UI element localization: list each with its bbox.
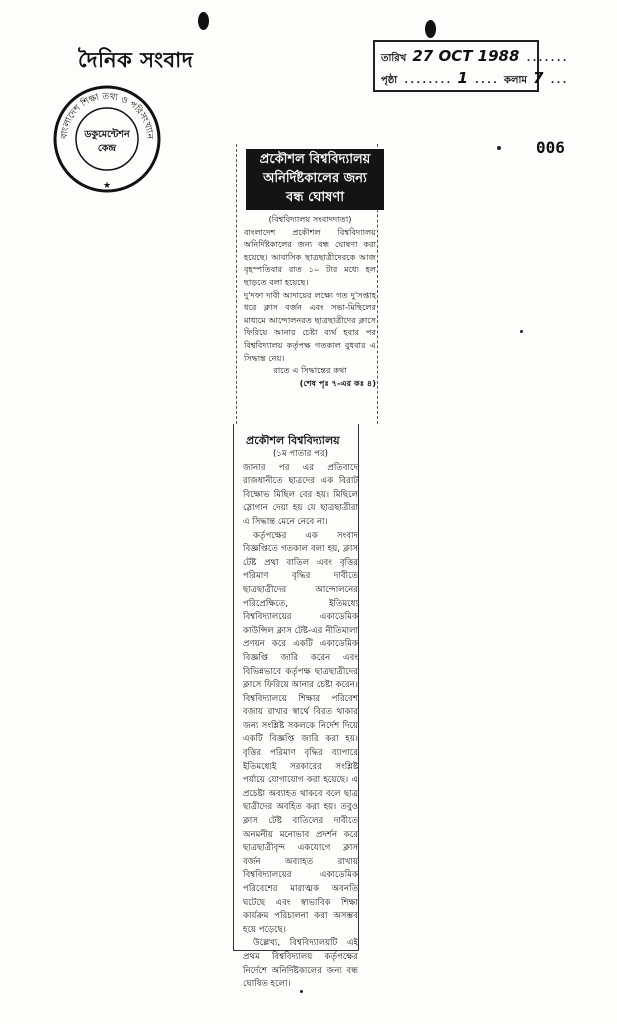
headline-line1: প্রকৌশল বিশ্ববিদ্যালয়	[259, 152, 371, 167]
newspaper-masthead: দৈনিক সংবাদ	[78, 48, 194, 72]
dots: ...	[549, 75, 568, 86]
page-label: পৃষ্ঠা	[381, 75, 398, 86]
date-row	[381, 47, 568, 68]
article-paragraph: দু'দফা দাবী আদায়ের লক্ষ্যে গত দু'সপ্তাহ ধরে ক্লাস বর্জন এবং সভা-মিছিলের মাধ্যমে আন্দোলনরত ছাত্রছাত্রীদের ক্লাসে ফিরিয়ে আনার চেষ্টা ব্যর্থ হবার পর বিশ্ববিদ্যালয় কর্তৃপক্ষ গতকাল বুধবার এ সিদ্ধান্ত নেয়।	[244, 289, 376, 363]
seal-center-line1: ডকুমেন্টেশন	[84, 129, 130, 140]
article-paragraph: রাতে এ সিদ্ধান্তের কথা	[273, 365, 347, 376]
column-label: কলাম	[504, 75, 527, 86]
article-column-front	[244, 213, 376, 389]
documentation-centre-seal	[52, 84, 162, 194]
article-paragraph: বাংলাদেশ প্রকৌশল বিশ্ববিদ্যালয় অনির্দিষ্টকালের জন্য বন্ধ ঘোষণা করা হয়েছে। আবাসিক ছাত্রছাত্রীদেরকে আজ বৃহস্পতিবার রাত ১০ টার মধ্যে হল ছাড়তে বলা হয়েছে।	[244, 226, 376, 287]
seal-ring-text: বাংলাদেশ শিক্ষা তথ্য ও পরিসংখ্যান	[59, 91, 155, 140]
headline-line2: অনির্দিষ্টকালের জন্য	[263, 171, 367, 186]
page-column-row	[381, 69, 568, 90]
page-value: 1	[457, 69, 468, 87]
page-number: 006	[536, 138, 565, 157]
column-value: 7	[532, 69, 544, 87]
star-icon: ★	[102, 181, 112, 191]
article-paragraph: জানার পর এর প্রতিবাদে রাজধানীতে ছাত্রদের এক বিরাট বিক্ষোভ মিছিল বের হয়। মিছিলে স্লোগান দেয়া হয় যে ছাত্রছাত্রীরা এ সিদ্ধান্ত মেনে নেবে না।	[243, 462, 358, 527]
jump-headline: প্রকৌশল বিশ্ববিদ্যালয়	[246, 434, 340, 447]
jump-from-note: (১ম পাতার পর)	[272, 449, 329, 459]
scan-speck	[520, 330, 523, 333]
article-source: (বিশ্ববিদ্যালয় সংবাদদাতা)	[268, 214, 352, 224]
seal-center-line2: কেন্দ্র	[97, 143, 117, 154]
date-value: 27 OCT 1988	[412, 47, 520, 65]
date-stamp	[373, 40, 568, 92]
article-paragraph: কর্তৃপক্ষের এক সংবাদ বিজ্ঞপ্তিতে গতকাল বলা হয়, ক্লাস টেষ্ট প্রথা বাতিল এবং বৃত্তির পরিমাণ বৃদ্ধির দাবীতে ছাত্রছাত্রীদের আন্দোলনের পরিপ্রেক্ষিতে, ইতিমধ্যে বিশ্ববিদ্যালয়ের একাডেমিক কাউন্সিল ক্লাস টেষ্ট-এর নীতিমালা প্রণয়ন করে একটি একাডেমিক বিজ্ঞপ্তি জারি করেন এবং বিভিন্নভাবে কর্তৃপক্ষ ছাত্রছাত্রীদের ক্লাসে ফিরিয়ে আনার চেষ্টা করেন। বিশ্ববিদ্যালয়ে শিক্ষার পরিবেশ বজায় রাখার স্বার্থে বিরত থাকার জন্য সংশ্লিষ্ট সকলকে নির্দেশ দিয়ে একটি বিজ্ঞপ্তি জারি করা হয়। বৃত্তির পরিমাণ বৃদ্ধির ব্যাপারে ইতিমধ্যেই সরকারের সংশ্লিষ্ট পর্যায়ে যোগাযোগ করা হয়েছে। এ প্রচেষ্টা অব্যাহত থাকবে বলে ছাত্র ছাত্রীদের অবহিত করা হয়। তবুও ক্লাস টেষ্ট বাতিলের দাবীতে অনমনীয় মনোভাব প্রদর্শন করে ছাত্রছাত্রীবৃন্দ একযোগে ক্লাস বর্জন অব্যাহত রাখায় বিশ্ববিদ্যালয়ের একাডেমিক পরিবেশের মারাত্মক অবনতি ঘটেছে এবং স্বাভাবিক শিক্ষা কার্যক্রম পরিচালনা করা অসম্ভব হয়ে পড়েছে।	[243, 530, 358, 935]
headline-line3: বন্ধ ঘোষণা	[286, 190, 344, 205]
dots: .......	[525, 53, 568, 64]
article-column-jump	[243, 448, 358, 992]
punch-hole-right	[425, 20, 436, 38]
dots: ....	[473, 75, 498, 86]
article-paragraph: উল্লেখ্য, বিশ্ববিদ্যালয়টি এই প্রথম বিশ্ববিদ্যালয় কর্তৃপক্ষের নির্দেশে অনির্দিষ্টকালের জন্য বন্ধ ঘোষিত হলো।	[243, 938, 358, 990]
continued-note: (শেষ পৃঃ ৭-এর কঃ ৪)	[299, 377, 376, 388]
article-headline	[246, 149, 384, 210]
scan-speck	[497, 146, 501, 150]
dots: ........	[403, 75, 452, 86]
punch-hole-left	[198, 12, 209, 30]
date-label: তারিখ	[381, 53, 407, 64]
